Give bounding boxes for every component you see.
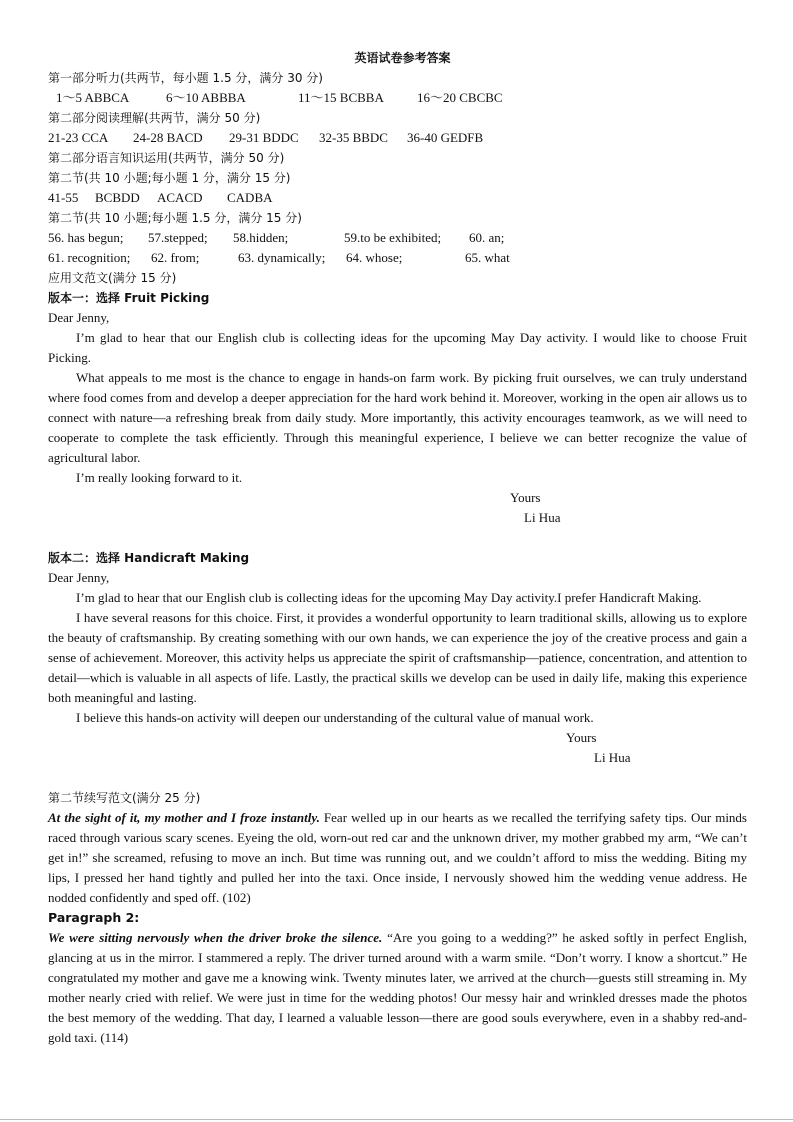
version1-signature: Li Hua	[524, 510, 561, 525]
version2-signature: Li Hua	[594, 750, 631, 765]
version1-greeting: Dear Jenny,	[48, 310, 110, 325]
paragraph-2-label: Paragraph 2:	[48, 910, 140, 925]
page-bottom-rule	[0, 1119, 793, 1120]
version1-paragraph: What appeals to me most is the chance to engage in hands-on farm work. By picking fruit ourselves, we can truly understand where food comes from and develop a deeper appreciation for the hard work behind it. Moreover, working in the open air allows us to connect with nature—a refreshing break from daily study. More importantly, this activity encourages teamwork, as we will need to cooperate to complete the task efficiently. Through this meaningful experience, I believe we can better recognize the value of agricultural labor.	[48, 370, 747, 465]
part1-heading: 第一部分听力(共两节，每小题 1.5 分，满分 30 分)	[48, 71, 323, 85]
answer-group: 16～20 CBCBC	[417, 90, 503, 105]
fill-answer: 61. recognition;	[48, 250, 131, 265]
fill-answer: 64. whose;	[346, 250, 403, 265]
version2-paragraph: I have several reasons for this choice. First, it provides a wonderful opportunity to learn traditional skills, allowing us to explore the beauty of craftsmanship. By creating something with our own hands, we can experience the joy of the creative process and gain a sense of achievement. Moreover, this activity helps us appreciate the spirit of craftsmanship—patience, concentration, and attention to detail—which is valuable in all aspects of life. Lastly, the practical skills we develop can be used in daily life, making this experience both meaningful and lasting.	[48, 610, 747, 705]
writing-heading: 应用文范文(满分 15 分)	[48, 271, 177, 285]
version1-paragraph: I’m really looking forward to it.	[76, 470, 243, 485]
page-title: 英语试卷参考答案	[354, 51, 451, 65]
version1-heading: 版本一：选择 Fruit Picking	[48, 291, 210, 305]
section2-heading: 第二节(共 10 小题;每小题 1.5 分，满分 15 分)	[48, 211, 302, 225]
section1-heading: 第二节(共 10 小题;每小题 1 分，满分 15 分)	[48, 171, 291, 185]
answer-group: 6～10 ABBBA	[166, 90, 246, 105]
fill-answer: 60. an;	[469, 230, 505, 245]
paragraph-lead-sentence: At the sight of it, my mother and I froze instantly.	[48, 810, 320, 825]
version2-greeting: Dear Jenny,	[48, 570, 110, 585]
fill-answers-row2	[48, 248, 747, 268]
version1-closing: Yours	[510, 490, 541, 505]
part2-answers	[48, 128, 747, 148]
fill-answers-row1	[48, 228, 747, 248]
answer-group: 36-40 GEDFB	[407, 130, 484, 145]
version2-paragraph: I’m glad to hear that our English club is collecting ideas for the upcoming May Day activity.I prefer Handicraft Making.	[76, 590, 702, 605]
continuation-paragraph-2	[48, 928, 747, 1048]
fill-answer: 59.to be exhibited;	[344, 230, 442, 245]
fill-answer: 63. dynamically;	[238, 250, 326, 265]
answer-group: 1～5 ABBCA	[56, 90, 130, 105]
section1-answers	[48, 188, 747, 208]
version2-heading: 版本二：选择 Handicraft Making	[48, 551, 250, 565]
version2-paragraph: I believe this hands-on activity will deepen our understanding of the cultural value of manual work.	[76, 710, 594, 725]
answer-group: 29-31 BDDC	[229, 130, 299, 145]
answer-group: BCBDD	[95, 190, 140, 205]
paragraph-body: “Are you going to a wedding?” he asked softly in perfect English, glancing at us in the mirror. I stammered a reply. The driver turned around with a warm smile. “Don’t worry. I know a shortcut.” He congratulated my mother and gave me a knowing wink. Twenty minutes later, we arrived at the church—guests still streaming in. My mother nearly cried with relief. We were just in time for the wedding photos! Our messy hair and wrinkled dresses made the photos the best memory of the wedding. That day, I learned a valuable lesson—there are good souls everywhere, even in a shabby red-and-gold taxi. (114)	[48, 930, 747, 1045]
answer-group: ACACD	[157, 190, 203, 205]
fill-answer: 65. what	[465, 250, 510, 265]
answer-group: 24-28 BACD	[133, 130, 203, 145]
part2-heading: 第二部分阅读理解(共两节，满分 50 分)	[48, 111, 261, 125]
answer-key-page	[48, 48, 747, 1048]
paragraph-body: Fear welled up in our hearts as we recalled the terrifying safety tips. Our minds raced through various scary scenes. Eyeing the old, worn-out red car and the unknown driver, my mother grabbed my arm, “We can’t get in!” she screamed, refusing to move an inch. But time was running out, and we couldn’t afford to miss the wedding. Biting my lips, I pressed her hand tightly and pulled her into the taxi. Once inside, I nervously showed him the wedding venue address. He nodded confidently and sped off. (102)	[48, 810, 747, 905]
answer-group: 41-55	[48, 190, 79, 205]
answer-group: CADBA	[227, 190, 273, 205]
fill-answer: 57.stepped;	[148, 230, 208, 245]
version1-paragraph: I’m glad to hear that our English club is collecting ideas for the upcoming May Day activity. I would like to choose Fruit Picking.	[48, 330, 747, 365]
fill-answer: 58.hidden;	[233, 230, 289, 245]
part1-answers	[48, 88, 747, 108]
continuation-heading: 第二节续写范文(满分 25 分)	[48, 791, 201, 805]
fill-answer: 56. has begun;	[48, 230, 124, 245]
continuation-paragraph-1	[48, 808, 747, 908]
fill-answer: 62. from;	[151, 250, 200, 265]
paragraph-lead-sentence: We were sitting nervously when the driver broke the silence.	[48, 930, 383, 945]
answer-group: 21-23 CCA	[48, 130, 109, 145]
version2-closing: Yours	[566, 730, 597, 745]
part3-heading: 第二部分语言知识运用(共两节，满分 50 分)	[48, 151, 285, 165]
answer-group: 11～15 BCBBA	[298, 90, 384, 105]
answer-group: 32-35 BBDC	[319, 130, 388, 145]
